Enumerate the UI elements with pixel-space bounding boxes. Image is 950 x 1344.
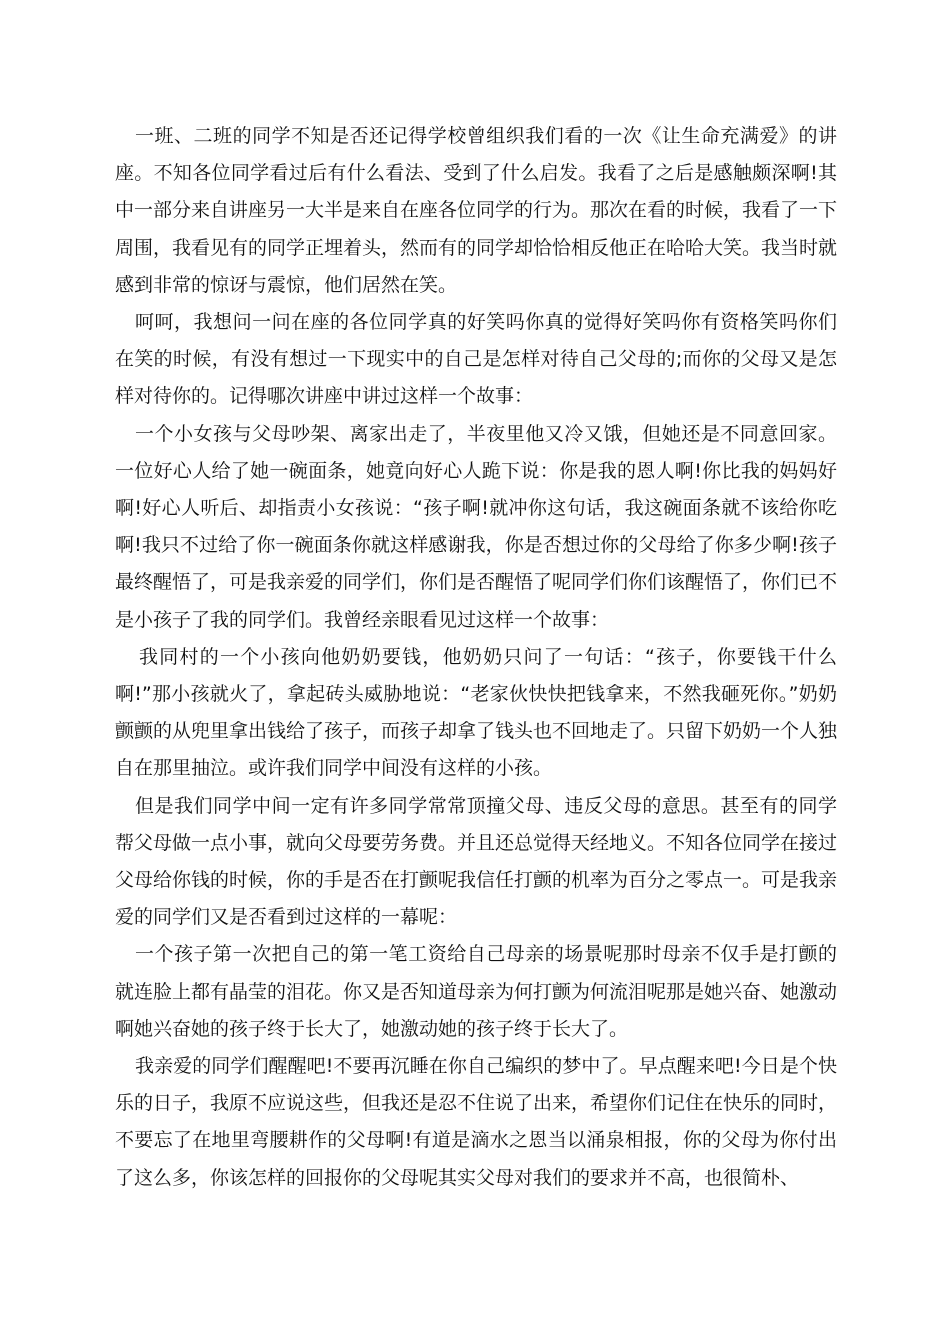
- paragraph-question: 呵呵，我想问一问在座的各位同学真的好笑吗你真的觉得好笑吗你有资格笑吗你们在笑的时候，有没有想过一下现实中的自己是怎样对待自己父母的;而你的父母又是怎样对待你的。记得哪次讲座中讲过这样一个故事：: [115, 311, 837, 408]
- paragraph-village-story: 我同村的一个小孩向他奶奶要钱，他奶奶只问了一句话：“孩子，你要钱干什么啊!”那小孩就火了，拿起砖头威胁地说：“老家伙快快把钱拿来，不然我砸死你。”奶奶颤颤的从兜里拿出钱给了孩子，而孩子却拿了钱头也不回地走了。只留下奶奶一个人独自在那里抽泣。或许我们同学中间没有这样的小孩。: [115, 645, 838, 780]
- paragraph-wake-up: 我亲爱的同学们醒醒吧!不要再沉睡在你自己编织的梦中了。早点醒来吧!今日是个快乐的日子，我原不应说这些，但我还是忍不住说了出来，希望你们记住在快乐的同时，不要忘了在地里弯腰耕作的父母啊!有道是滴水之恩当以涌泉相报，你的父母为你付出了这么多，你该怎样的回报你的父母呢其实父母对我们的要求并不高，也很简朴、: [115, 1055, 838, 1189]
- document-body: [115, 118, 837, 1197]
- paragraph-disobey: 但是我们同学中间一定有许多同学常常顶撞父母、违反父母的意思。甚至有的同学帮父母做一点小事，就向父母要劳务费。并且还总觉得天经地义。不知各位同学在接过父母给你钱的时候，你的手是否在打颤呢我信任打颤的机率为百分之零点一。可是我亲爱的同学们又是否看到过这样的一幕呢：: [115, 794, 838, 929]
- paragraph-first-salary: 一个孩子第一次把自己的第一笔工资给自己母亲的场景呢那时母亲不仅手是打颤的就连脸上都有晶莹的泪花。你又是否知道母亲为何打颤为何流泪呢那是她兴奋、她激动啊她兴奋她的孩子终于长大了，她激动她的孩子终于长大了。: [115, 943, 838, 1040]
- paragraph-lecture-intro: 一班、二班的同学不知是否还记得学校曾组织我们看的一次《让生命充满爱》的讲座。不知各位同学看过后有什么看法、受到了什么启发。我看了之后是感触颇深啊!其中一部分来自讲座另一大半是来自在座各位同学的行为。那次在看的时候，我看了一下周围，我看见有的同学正埋着头，然而有的同学却恰恰相反他正在哈哈大笑。我当时就感到非常的惊讶与震惊，他们居然在笑。: [115, 125, 838, 296]
- paragraph-girl-story: 一个小女孩与父母吵架、离家出走了，半夜里他又冷又饿，但她还是不同意回家。一位好心人给了她一碗面条，她竟向好心人跪下说：你是我的恩人啊!你比我的妈妈好啊!好心人听后、却指责小女孩说：“孩子啊!就冲你这句话，我这碗面条就不该给你吃啊!我只不过给了你一碗面条你就这样感谢我，你是否想过你的父母给了你多少啊!孩子最终醒悟了，可是我亲爱的同学们，你们是否醒悟了呢同学们你们该醒悟了，你们已不是小孩子了我的同学们。我曾经亲眼看见过这样一个故事：: [115, 422, 838, 631]
